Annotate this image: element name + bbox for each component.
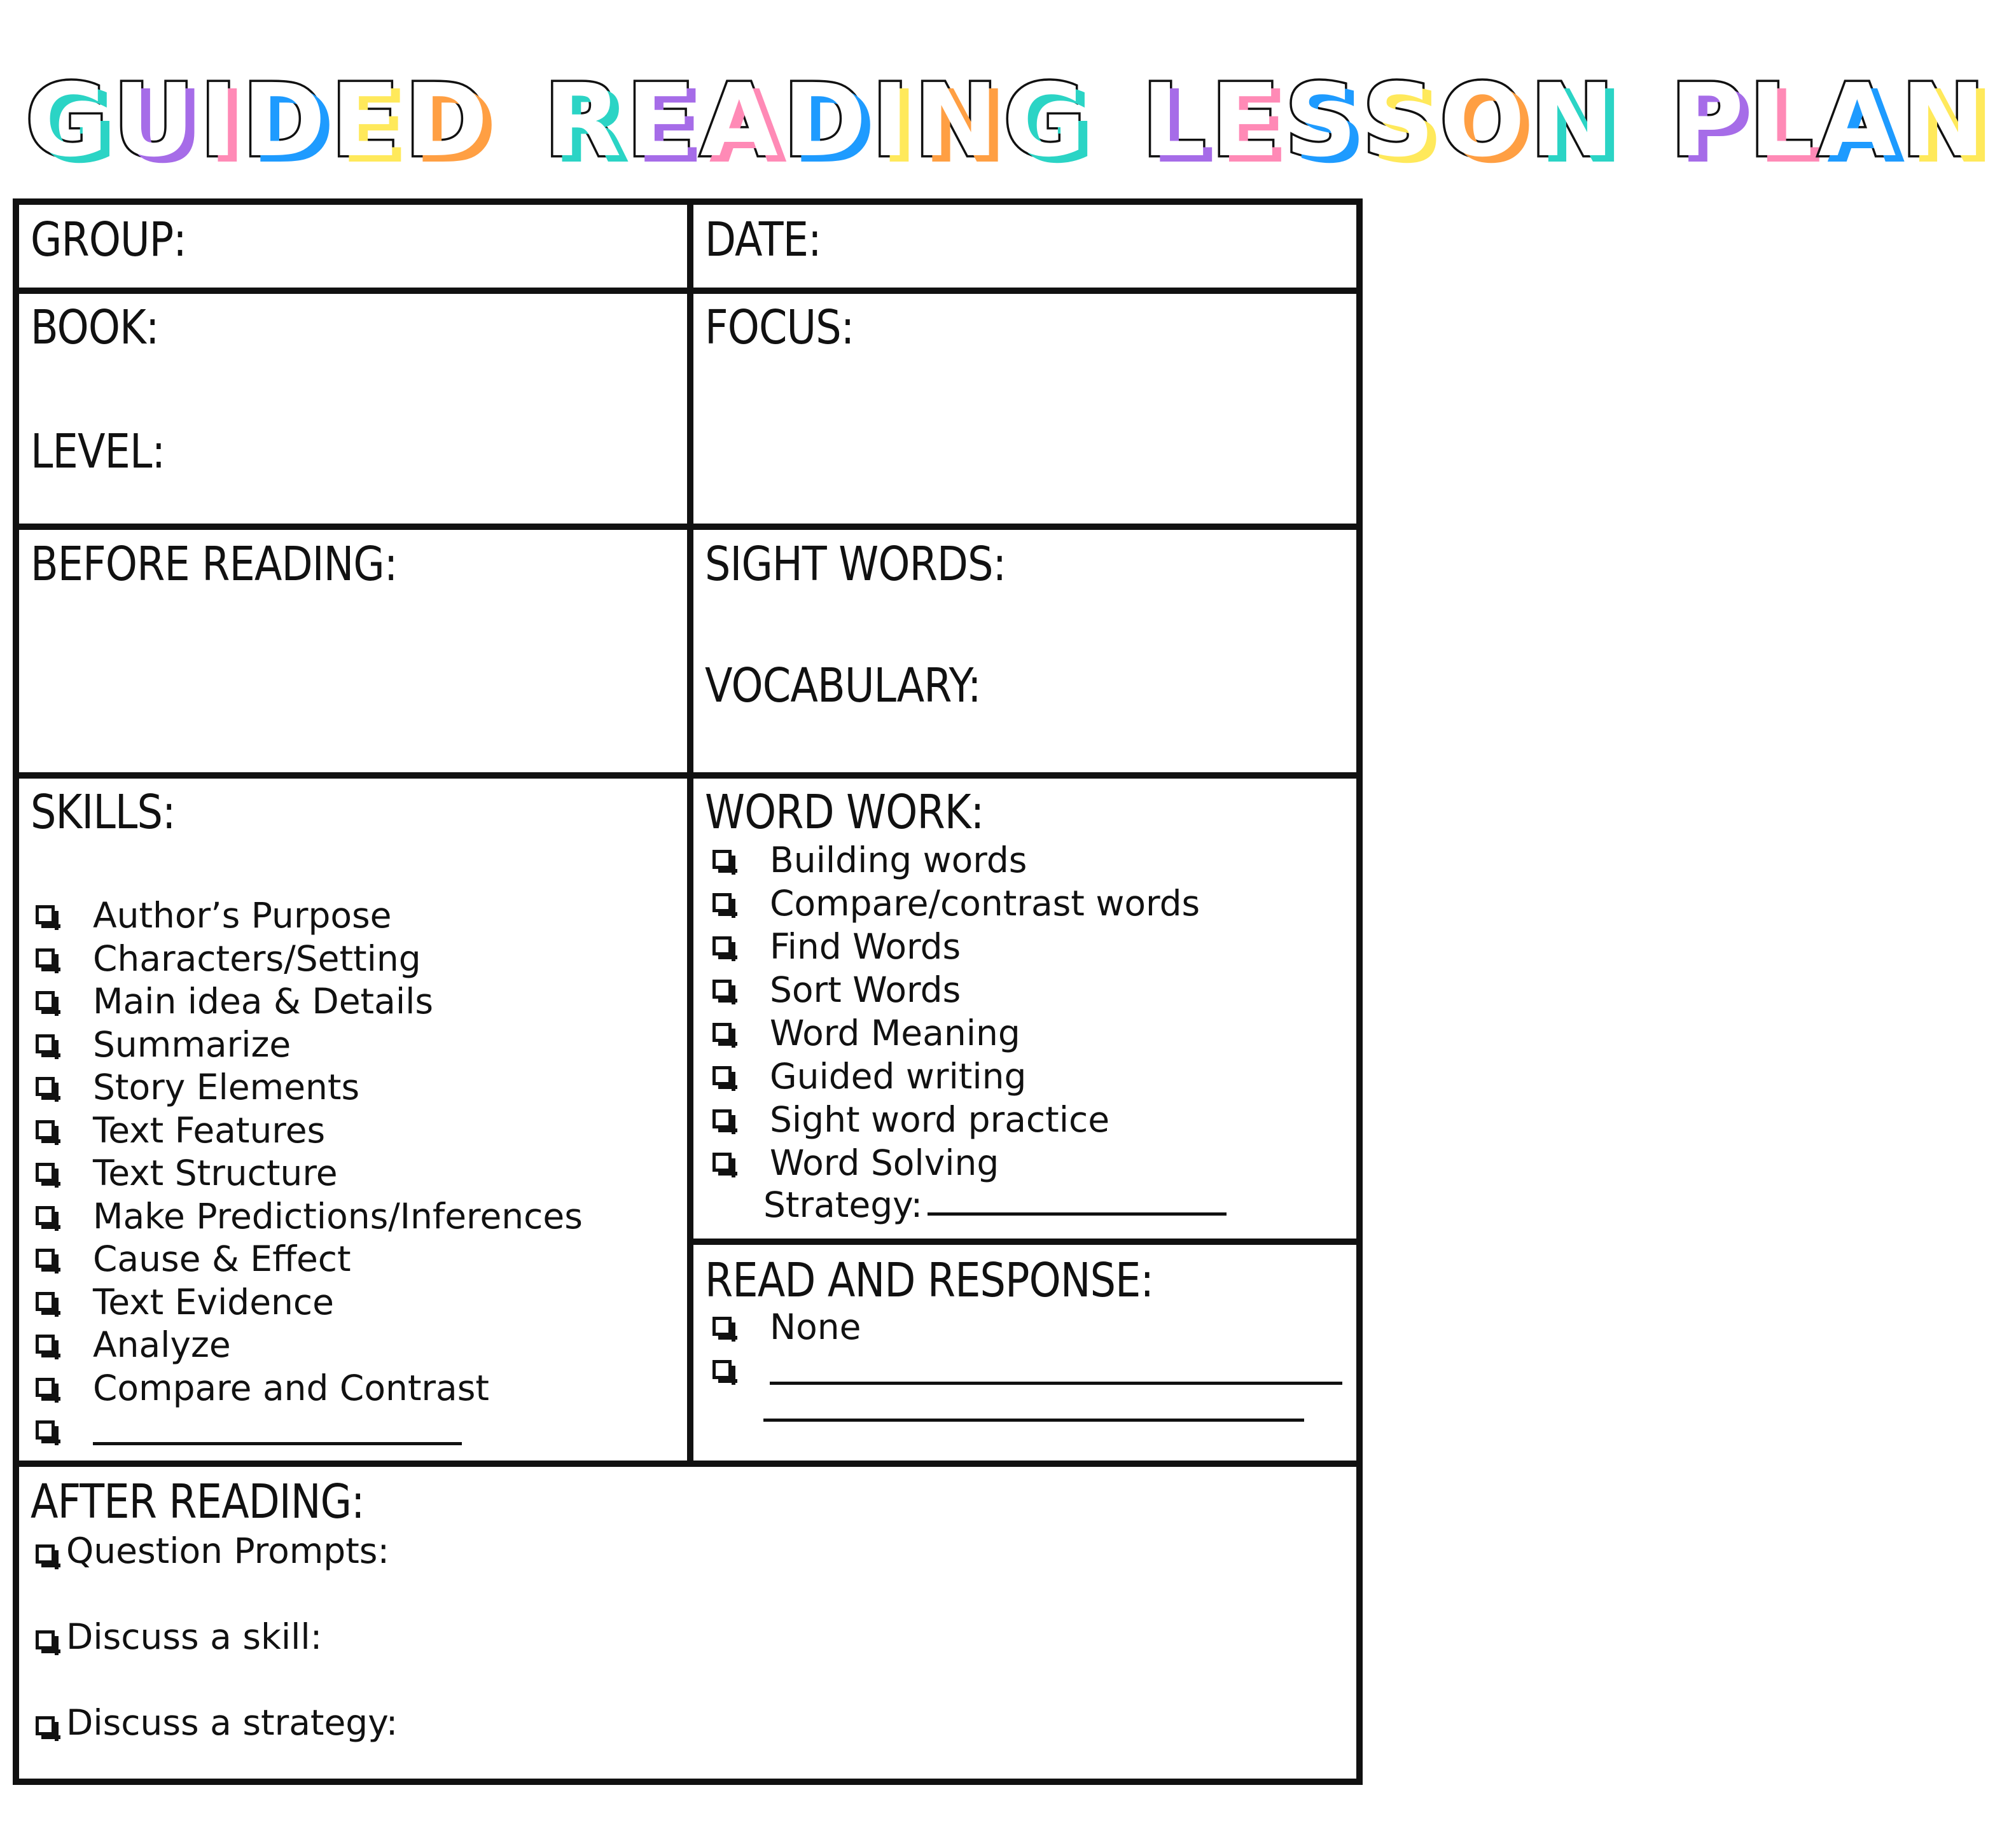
read-response-extra-blank[interactable] xyxy=(763,1393,1304,1422)
title-letter: I xyxy=(872,62,914,179)
checkbox-icon[interactable] xyxy=(36,1120,55,1139)
divider-right-mid xyxy=(690,1239,1363,1245)
title-letter: D xyxy=(242,62,331,179)
level-label: LEVEL: xyxy=(31,424,165,479)
after-reading-checklist xyxy=(36,1529,990,1787)
checklist-item-label: Summarize xyxy=(93,1024,291,1065)
group-label: GROUP: xyxy=(31,212,186,267)
title-letter: S xyxy=(1362,62,1440,179)
checkbox-icon[interactable] xyxy=(36,905,55,924)
checkbox-icon[interactable] xyxy=(713,1317,732,1336)
checklist-item-label: Discuss a skill: xyxy=(66,1616,323,1657)
checklist-item[interactable] xyxy=(713,925,1349,968)
checklist-item[interactable] xyxy=(36,1366,672,1410)
checkbox-icon[interactable] xyxy=(36,1077,55,1096)
checklist-item[interactable] xyxy=(713,968,1349,1011)
checkbox-icon[interactable] xyxy=(36,1163,55,1182)
checkbox-icon[interactable] xyxy=(713,1360,732,1379)
checkbox-icon[interactable] xyxy=(713,1153,732,1172)
checkbox-icon[interactable] xyxy=(36,1544,55,1564)
before-reading-label: BEFORE READING: xyxy=(31,537,398,592)
checklist-item[interactable] xyxy=(36,937,672,980)
checkbox-icon[interactable] xyxy=(713,936,732,955)
checkbox-icon[interactable] xyxy=(713,1023,732,1042)
checklist-item[interactable] xyxy=(36,1529,990,1615)
skills-checklist xyxy=(36,894,672,1452)
checklist-item-label: Compare/contrast words xyxy=(770,883,1200,924)
strategy-blank[interactable] xyxy=(928,1183,1227,1216)
title-letter: L xyxy=(1141,62,1211,179)
checklist-item-label: None xyxy=(770,1307,861,1347)
outer-border-left xyxy=(13,198,19,1785)
checklist-item-label: Characters/Setting xyxy=(93,938,421,979)
title-letter: L xyxy=(1749,62,1819,179)
title-letter: E xyxy=(1211,62,1285,179)
date-label: DATE: xyxy=(705,212,821,267)
title-letter: N xyxy=(914,62,1004,179)
vocabulary-label: VOCABULARY: xyxy=(705,658,981,713)
blank-line[interactable] xyxy=(93,1413,462,1445)
title-letter: S xyxy=(1284,62,1363,179)
checkbox-icon[interactable] xyxy=(36,991,55,1010)
title-letter: A xyxy=(700,62,783,179)
checklist-item-label: Make Predictions/Inferences xyxy=(93,1195,583,1237)
checklist-item-label: Author’s Purpose xyxy=(93,895,392,936)
title-letter: E xyxy=(626,62,700,179)
title-letter: D xyxy=(404,62,494,179)
checkbox-icon[interactable] xyxy=(36,1034,55,1053)
checklist-item[interactable] xyxy=(713,882,1349,925)
word-work-strategy-line xyxy=(763,1183,1227,1226)
checklist-item[interactable] xyxy=(36,980,672,1023)
checklist-item-label: Building words xyxy=(770,840,1027,880)
checkbox-icon[interactable] xyxy=(36,1206,55,1225)
book-label: BOOK: xyxy=(31,300,159,355)
read-and-response-label: READ AND RESPONSE: xyxy=(705,1253,1154,1308)
checkbox-icon[interactable] xyxy=(36,1249,55,1268)
title-letter: G xyxy=(25,62,113,179)
checklist-item-label: Analyze xyxy=(93,1324,231,1365)
checklist-item-label: Compare and Contrast xyxy=(93,1367,489,1408)
checkbox-icon[interactable] xyxy=(713,850,732,869)
checklist-item-label: Word Solving xyxy=(770,1142,999,1183)
title-letter: A xyxy=(1818,62,1901,179)
title-letter: O xyxy=(1440,62,1531,179)
title-word xyxy=(1671,60,1991,181)
checklist-item-label: Sort Words xyxy=(770,969,961,1010)
checklist-item[interactable] xyxy=(713,838,1349,882)
checkbox-icon[interactable] xyxy=(713,1066,732,1085)
checkbox-icon[interactable] xyxy=(36,1335,55,1354)
checkbox-icon[interactable] xyxy=(36,1292,55,1311)
read-response-checklist xyxy=(713,1305,1349,1392)
title-letter: D xyxy=(782,62,872,179)
checklist-item-label: Main idea & Details xyxy=(93,981,434,1022)
checkbox-icon[interactable] xyxy=(713,980,732,999)
word-work-label: WORD WORK: xyxy=(705,785,984,840)
checkbox-icon[interactable] xyxy=(36,1378,55,1397)
outer-border-right xyxy=(1356,198,1363,1785)
checklist-item-label: Guided writing xyxy=(770,1056,1027,1097)
focus-label: FOCUS: xyxy=(705,300,854,355)
divider-center xyxy=(687,198,693,1467)
checkbox-icon[interactable] xyxy=(713,1109,732,1128)
title-letter: U xyxy=(113,62,200,179)
title-letter: R xyxy=(544,62,627,179)
checklist-item[interactable] xyxy=(36,1615,990,1701)
checklist-item[interactable] xyxy=(713,1349,1349,1392)
checklist-item[interactable] xyxy=(36,1323,672,1366)
checklist-item[interactable] xyxy=(713,1055,1349,1098)
checkbox-icon[interactable] xyxy=(36,1716,55,1735)
skills-label: SKILLS: xyxy=(31,785,176,840)
checklist-item-label: Discuss a strategy: xyxy=(66,1702,398,1743)
checklist-item[interactable] xyxy=(36,1023,672,1066)
checkbox-icon[interactable] xyxy=(36,948,55,968)
checklist-item[interactable] xyxy=(36,1280,672,1324)
title-letter: N xyxy=(1901,62,1991,179)
checklist-item-label: Word Meaning xyxy=(770,1013,1020,1053)
checklist-item[interactable] xyxy=(713,1305,1349,1349)
title-letter: P xyxy=(1670,62,1749,179)
title-letter: G xyxy=(1003,62,1091,179)
checklist-item-label: Text Features xyxy=(93,1109,326,1151)
checklist-item-label: Question Prompts: xyxy=(66,1530,389,1571)
checklist-item[interactable] xyxy=(36,1151,672,1195)
after-reading-label: AFTER READING: xyxy=(31,1475,365,1529)
sight-words-label: SIGHT WORDS: xyxy=(705,537,1006,592)
checklist-item[interactable] xyxy=(36,1195,672,1238)
blank-line[interactable] xyxy=(770,1352,1342,1385)
checkbox-icon[interactable] xyxy=(36,1630,55,1649)
checklist-item-label: Story Elements xyxy=(93,1067,360,1107)
title-word xyxy=(1142,60,1620,181)
checklist-item[interactable] xyxy=(36,1237,672,1280)
checklist-item[interactable] xyxy=(36,1065,672,1109)
checklist-item-label: Text Structure xyxy=(93,1153,338,1193)
checklist-item[interactable] xyxy=(36,1409,672,1452)
page-title xyxy=(0,60,1991,181)
title-letter: E xyxy=(330,62,405,179)
title-letter: I xyxy=(200,62,242,179)
checklist-item-label: Find Words xyxy=(770,926,961,967)
title-letter: N xyxy=(1530,62,1620,179)
checklist-item-label: Text Evidence xyxy=(93,1281,334,1322)
checklist-item[interactable] xyxy=(713,1098,1349,1141)
title-word xyxy=(25,60,493,181)
checklist-item[interactable] xyxy=(713,1141,1349,1184)
word-work-strategy-label: Strategy: xyxy=(763,1184,923,1225)
title-word xyxy=(544,60,1091,181)
checklist-item[interactable] xyxy=(36,1109,672,1152)
word-work-checklist xyxy=(713,838,1349,1184)
checkbox-icon[interactable] xyxy=(36,1420,55,1440)
checklist-item-label: Cause & Effect xyxy=(93,1239,351,1279)
checklist-item-label: Sight word practice xyxy=(770,1099,1110,1140)
checklist-item[interactable] xyxy=(36,894,672,937)
checkbox-icon[interactable] xyxy=(713,893,732,912)
checklist-item[interactable] xyxy=(36,1701,990,1787)
checklist-item[interactable] xyxy=(713,1011,1349,1055)
